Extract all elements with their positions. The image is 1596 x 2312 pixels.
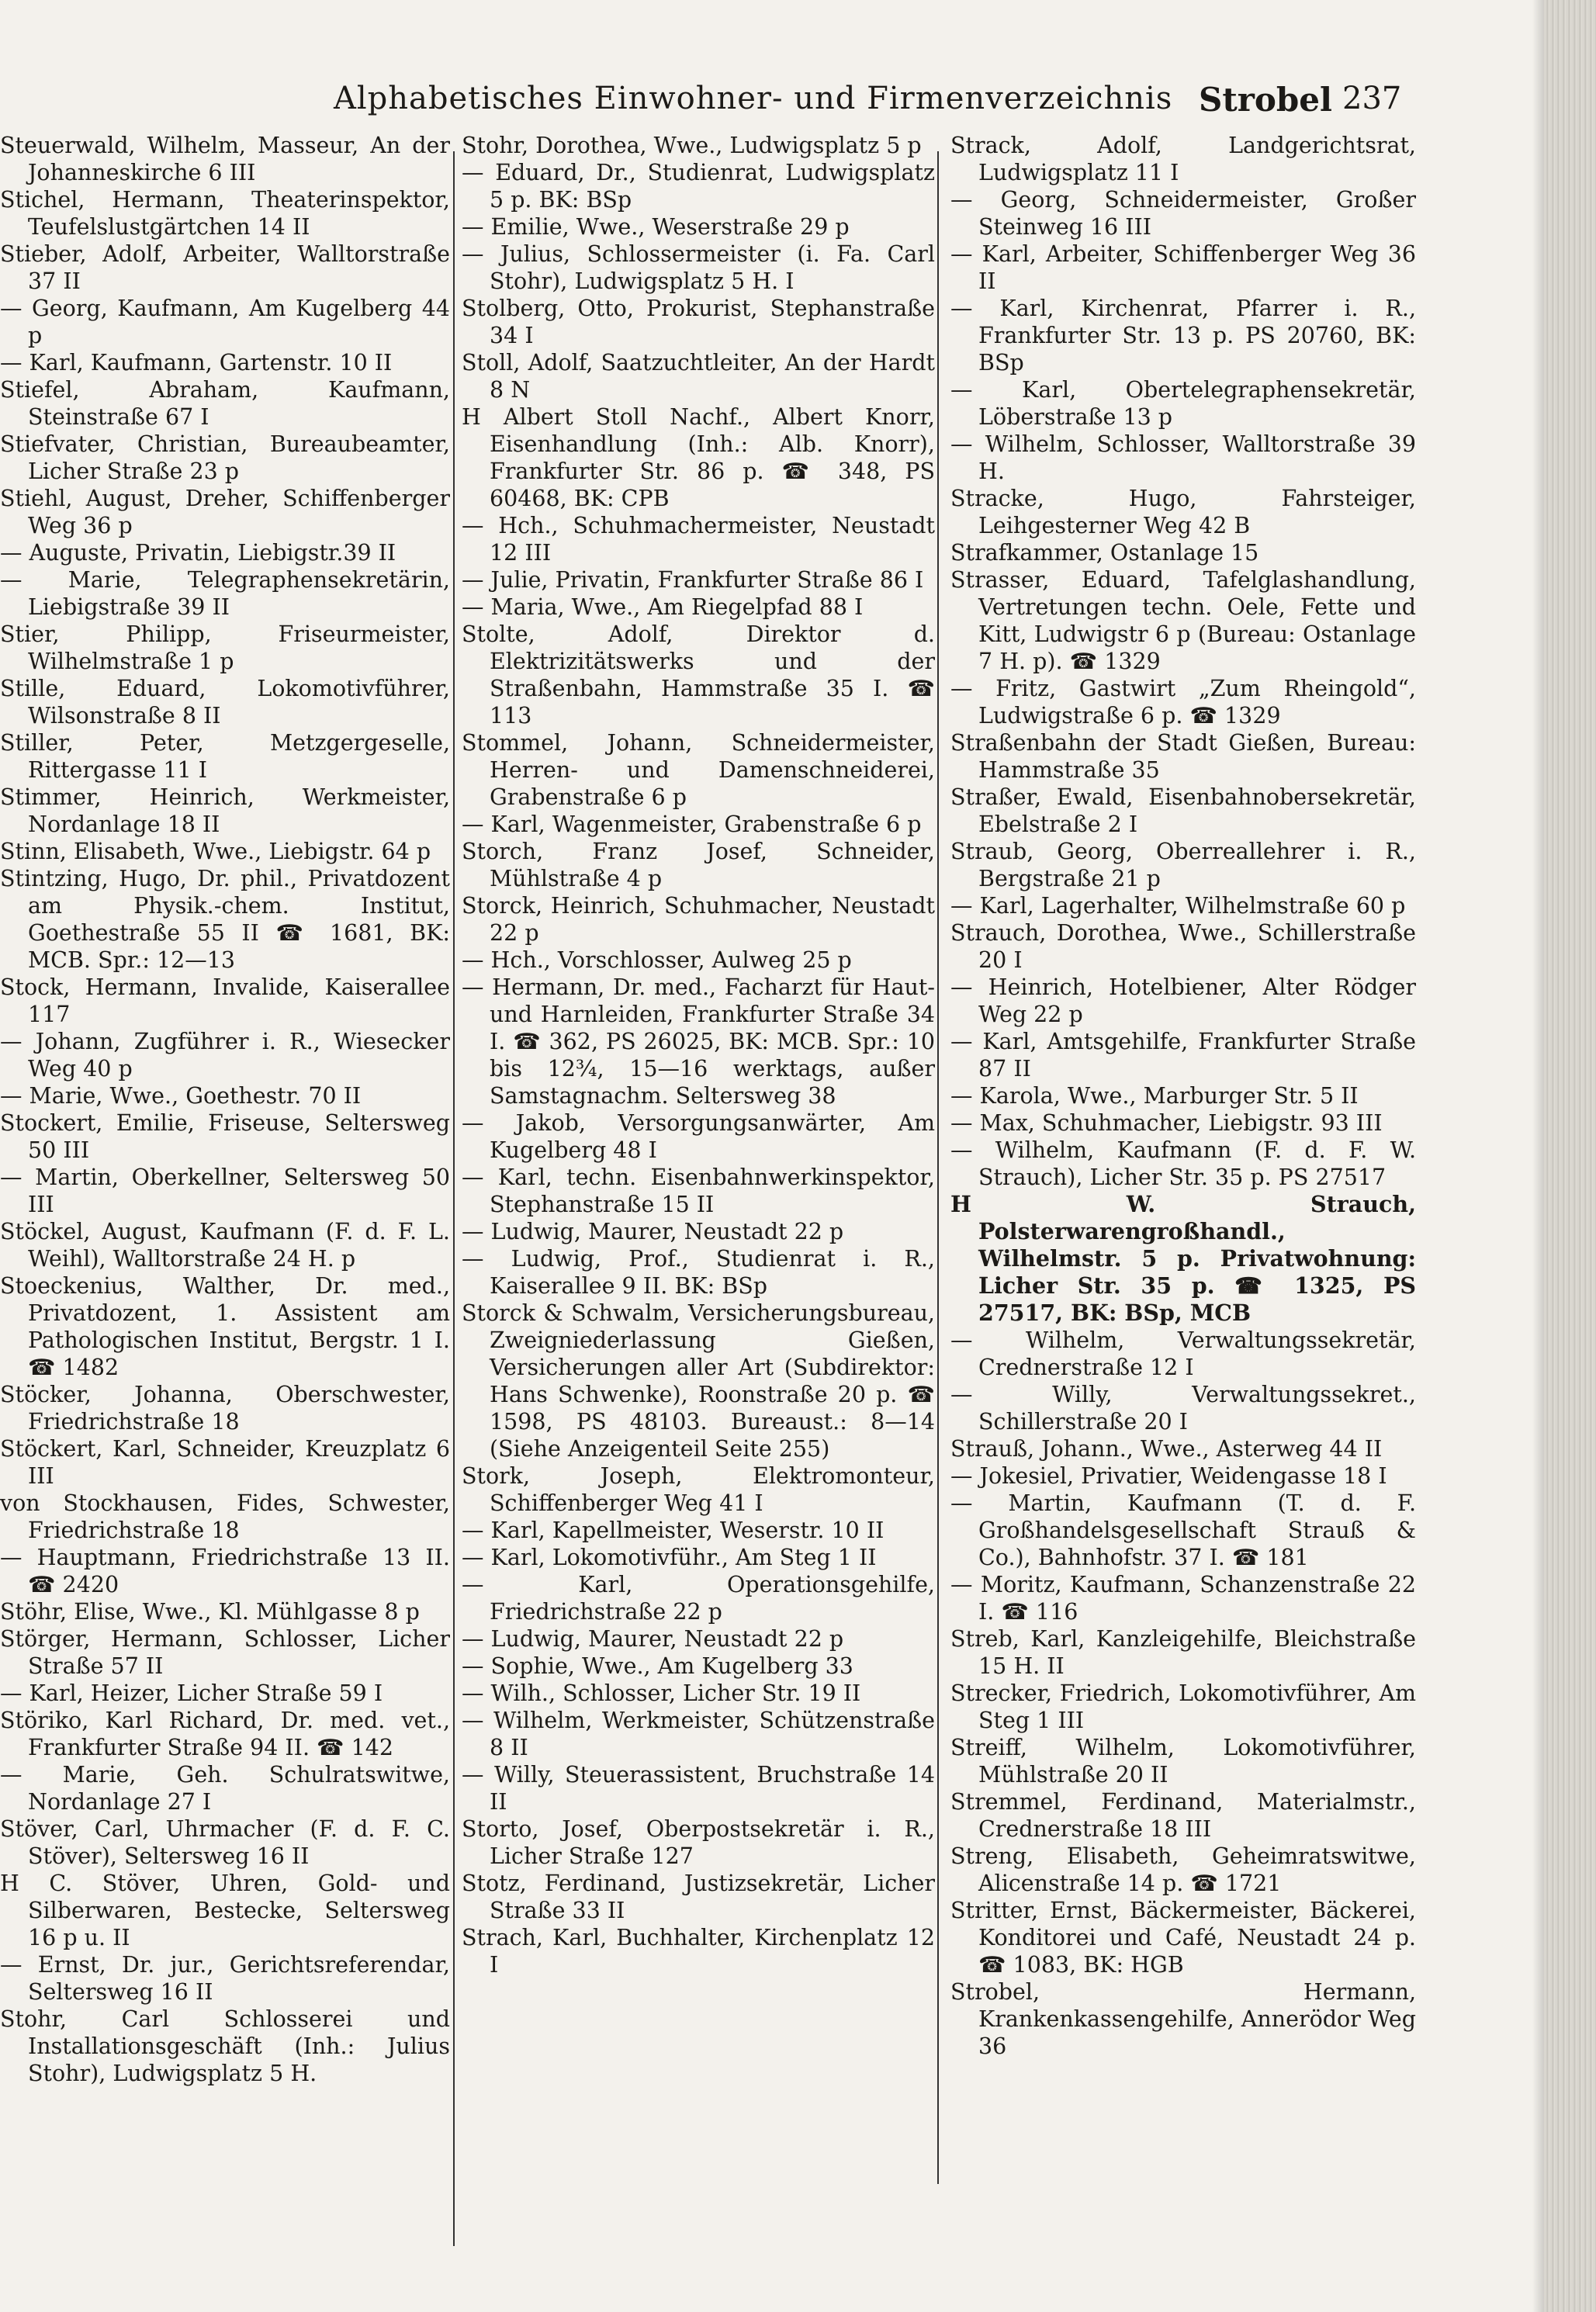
directory-entry: — Marie, Wwe., Goethestr. 70 II (0, 1083, 362, 1109)
directory-entry: — Hermann, Dr. med., Facharzt für Haut- und Harnleiden, Frankfurter Straße 34 I. ☎ 362, PS 26025, BK: MCB. Spr.: 10 bis 12¾, 15—16 werktags, außer Samstagnachm. Seltersweg 38 (462, 974, 935, 1109)
directory-entry: Stohr, Dorothea, Wwe., Ludwigsplatz 5 p (462, 133, 922, 158)
directory-entry: Stiller, Peter, Metzgergeselle, Rittergasse 11 I (0, 730, 450, 783)
directory-entry: — Moritz, Kaufmann, Schanzenstraße 22 I. ☎ 116 (950, 1572, 1416, 1625)
directory-entry: — Georg, Kaufmann, Am Kugelberg 44 p (0, 296, 450, 348)
directory-entry: Stock, Hermann, Invalide, Kaiserallee 117 (0, 974, 450, 1027)
directory-entry: — Jokesiel, Privatier, Weidengasse 18 I (950, 1463, 1387, 1489)
directory-entry: Stoll, Adolf, Saatzuchtleiter, An der Hardt 8 N (462, 350, 935, 403)
directory-entry: Storto, Josef, Oberpostsekretär i. R., Licher Straße 127 (462, 1816, 935, 1869)
running-title: Alphabetisches Einwohner- und Firmenverzeichnis (334, 81, 1173, 116)
directory-entry: — Fritz, Gastwirt „Zum Rheingold“, Ludwigstraße 6 p. ☎ 1329 (950, 676, 1416, 729)
directory-entry: — Jakob, Versorgungsanwärter, Am Kugelberg 48 I (462, 1110, 935, 1163)
directory-entry: Strauß, Johann., Wwe., Asterweg 44 II (950, 1436, 1383, 1462)
directory-entry: — Ludwig, Maurer, Neustadt 22 p (462, 1626, 844, 1652)
page-header (334, 81, 1402, 127)
directory-entry: — Wilhelm, Kaufmann (F. d. F. W. Strauch), Licher Str. 35 p. PS 27517 (950, 1137, 1416, 1190)
directory-entry: — Karl, Wagenmeister, Grabenstraße 6 p (462, 812, 922, 837)
directory-entry: — Karl, Arbeiter, Schiffenberger Weg 36 II (950, 241, 1416, 294)
directory-entry: — Willy, Verwaltungssekret., Schillerstraße 20 I (950, 1382, 1416, 1435)
directory-entry: — Ludwig, Maurer, Neustadt 22 p (462, 1219, 844, 1244)
directory-entry: Strobel, Hermann, Krankenkassengehilfe, Annerödor Weg 36 (950, 1979, 1416, 2059)
directory-entry: Streng, Elisabeth, Geheimratswitwe, Alicenstraße 14 p. ☎ 1721 (950, 1843, 1416, 1896)
directory-entry: Strecker, Friedrich, Lokomotivführer, Am Steg 1 III (950, 1680, 1416, 1733)
directory-entry: Stimmer, Heinrich, Werkmeister, Nordanlage 18 II (0, 784, 450, 837)
directory-entry: Streiff, Wilhelm, Lokomotivführer, Mühlstraße 20 II (950, 1735, 1416, 1788)
directory-entry: — Karl, Obertelegraphensekretär, Löberstraße 13 p (950, 377, 1416, 430)
page-edge (1544, 0, 1596, 2312)
directory-entry: Stiehl, August, Dreher, Schiffenberger Weg 36 p (0, 486, 450, 538)
directory-entry: Stiefvater, Christian, Bureaubeamter, Licher Straße 23 p (0, 431, 450, 484)
directory-entry: — Karl, Kapellmeister, Weserstr. 10 II (462, 1518, 885, 1543)
directory-entry: — Karl, Heizer, Licher Straße 59 I (0, 1680, 383, 1706)
directory-entry: — Karl, Kaufmann, Gartenstr. 10 II (0, 350, 393, 376)
directory-entry: — Karl, Amtsgehilfe, Frankfurter Straße 87 II (950, 1029, 1416, 1082)
directory-entry: — Karl, Lokomotivführ., Am Steg 1 II (462, 1545, 877, 1570)
directory-entry: — Johann, Zugführer i. R., Wiesecker Weg 40 p (0, 1029, 450, 1082)
directory-column-1 (0, 132, 450, 2289)
directory-entry: Stieber, Adolf, Arbeiter, Walltorstraße 37 II (0, 241, 450, 294)
directory-entry: — Karl, techn. Eisenbahnwerkinspektor, Stephanstraße 15 II (462, 1165, 935, 1217)
directory-entry: Stöhr, Elise, Wwe., Kl. Mühlgasse 8 p (0, 1599, 420, 1625)
directory-entry: Strauch, Dorothea, Wwe., Schillerstraße 20 I (950, 920, 1416, 973)
directory-entry: Stille, Eduard, Lokomotivführer, Wilsonstraße 8 II (0, 676, 450, 729)
directory-entry: Storch, Franz Josef, Schneider, Mühlstraße 4 p (462, 839, 935, 891)
directory-entry: Stöckel, August, Kaufmann (F. d. F. L. Weihl), Walltorstraße 24 H. p (0, 1219, 450, 1272)
directory-entry: Strafkammer, Ostanlage 15 (950, 540, 1259, 566)
page-number: 237 (1342, 81, 1402, 116)
directory-column-3 (950, 132, 1416, 2289)
directory-entry: Strach, Karl, Buchhalter, Kirchenplatz 12 I (462, 1925, 935, 1978)
directory-entry: Stracke, Hugo, Fahrsteiger, Leihgesterner Weg 42 B (950, 486, 1416, 538)
directory-entry: H C. Stöver, Uhren, Gold- und Silberwaren, Bestecke, Seltersweg 16 p u. II (0, 1871, 450, 1950)
directory-entry: Störiko, Karl Richard, Dr. med. vet., Frankfurter Straße 94 II. ☎ 142 (0, 1708, 450, 1760)
directory-entry: — Ernst, Dr. jur., Gerichtsreferendar, Seltersweg 16 II (0, 1952, 450, 2005)
directory-entry: Stohr, Carl Schlosserei und Installationsgeschäft (Inh.: Julius Stohr), Ludwigsplatz 5 H. (0, 2006, 450, 2086)
directory-entry: Storck & Schwalm, Versicherungsbureau, Zweigniederlassung Gießen, Versicherungen aller Art (Subdirektor: Hans Schwenke), Roonstraße 20 p. ☎ 1598, PS 48103. Bureaust.: 8—14 (Siehe Anzeigenteil Seite 255) (462, 1300, 935, 1462)
directory-entry: Strasser, Eduard, Tafelglashandlung, Vertretungen techn. Oele, Fette und Kitt, Ludwigstr 6 p (Bureau: Ostanlage 7 H. p). ☎ 1329 (950, 567, 1416, 674)
directory-entry: Straub, Georg, Oberreallehrer i. R., Bergstraße 21 p (950, 839, 1416, 891)
directory-entry: Stolberg, Otto, Prokurist, Stephanstraße 34 I (462, 296, 935, 348)
directory-entry: Streb, Karl, Kanzleigehilfe, Bleichstraße 15 H. II (950, 1626, 1416, 1679)
directory-entry: von Stockhausen, Fides, Schwester, Friedrichstraße 18 (0, 1490, 450, 1543)
directory-entry: Stritter, Ernst, Bäckermeister, Bäckerei, Konditorei und Café, Neustadt 24 p. ☎ 1083, BK: HGB (950, 1898, 1416, 1978)
column-divider (937, 151, 939, 2184)
directory-entry: Störger, Hermann, Schlosser, Licher Straße 57 II (0, 1626, 450, 1679)
directory-entry: — Wilhelm, Verwaltungssekretär, Crednerstraße 12 I (950, 1327, 1416, 1380)
directory-entry: — Hch., Schuhmachermeister, Neustadt 12 III (462, 513, 935, 566)
directory-entry: — Heinrich, Hotelbiener, Alter Rödger Weg 22 p (950, 974, 1416, 1027)
directory-entry: — Max, Schuhmacher, Liebigstr. 93 III (950, 1110, 1383, 1136)
directory-entry: — Emilie, Wwe., Weserstraße 29 p (462, 214, 850, 240)
directory-entry: Stolte, Adolf, Direktor d. Elektrizitätswerks und der Straßenbahn, Hammstraße 35 I. ☎ 113 (462, 621, 935, 729)
directory-entry: — Karl, Operationsgehilfe, Friedrichstraße 22 p (462, 1572, 935, 1625)
directory-entry: — Hauptmann, Friedrichstraße 13 II. ☎ 2420 (0, 1545, 450, 1597)
catchword: Strobel (1199, 81, 1332, 119)
directory-entry: Stier, Philipp, Friseurmeister, Wilhelmstraße 1 p (0, 621, 450, 674)
directory-entry: — Hch., Vorschlosser, Aulweg 25 p (462, 947, 852, 973)
directory-entry: Stöcker, Johanna, Oberschwester, Friedrichstraße 18 (0, 1382, 450, 1435)
directory-entry: — Martin, Oberkellner, Seltersweg 50 III (0, 1165, 450, 1217)
directory-entry: — Karola, Wwe., Marburger Str. 5 II (950, 1083, 1359, 1109)
directory-entry: Stöckert, Karl, Schneider, Kreuzplatz 6 III (0, 1436, 450, 1489)
directory-entry: Storck, Heinrich, Schuhmacher, Neustadt 22 p (462, 893, 935, 946)
directory-entry: Stintzing, Hugo, Dr. phil., Privatdozent am Physik.-chem. Institut, Goethestraße 55 II ☎ 1681, BK: MCB. Spr.: 12—13 (0, 866, 450, 973)
directory-entry: Stoeckenius, Walther, Dr. med., Privatdozent, 1. Assistent am Pathologischen Institut, Bergstr. 1 I. ☎ 1482 (0, 1273, 450, 1380)
directory-entry: H W. Strauch, Polsterwarengroßhandl., Wilhelmstr. 5 p. Privatwohnung: Licher Str. 35 p. ☎ 1325, PS 27517, BK: BSp, MCB (950, 1191, 1416, 1326)
directory-entry: — Wilhelm, Schlosser, Walltorstraße 39 H. (950, 431, 1416, 484)
directory-entry: Straßenbahn der Stadt Gießen, Bureau: Hammstraße 35 (950, 730, 1416, 783)
directory-entry: Stiefel, Abraham, Kaufmann, Steinstraße 67 I (0, 377, 450, 430)
directory-entry: — Wilh., Schlosser, Licher Str. 19 II (462, 1680, 861, 1706)
directory-entry: Stremmel, Ferdinand, Materialmstr., Crednerstraße 18 III (950, 1789, 1416, 1842)
directory-entry: — Willy, Steuerassistent, Bruchstraße 14 II (462, 1762, 935, 1815)
directory-entry: — Georg, Schneidermeister, Großer Steinweg 16 III (950, 187, 1416, 240)
directory-entry: — Karl, Kirchenrat, Pfarrer i. R., Frankfurter Str. 13 p. PS 20760, BK: BSp (950, 296, 1416, 376)
directory-entry: Steuerwald, Wilhelm, Masseur, An der Johanneskirche 6 III (0, 133, 450, 185)
directory-entry: — Sophie, Wwe., Am Kugelberg 33 (462, 1653, 853, 1679)
directory-entry: — Wilhelm, Werkmeister, Schützenstraße 8 II (462, 1708, 935, 1760)
directory-entry: — Marie, Telegraphensekretärin, Liebigstraße 39 II (0, 567, 450, 620)
directory-entry: — Martin, Kaufmann (T. d. F. Großhandelsgesellschaft Strauß & Co.), Bahnhofstr. 37 I. ☎ 181 (950, 1490, 1416, 1570)
directory-entry: Straßer, Ewald, Eisenbahnobersekretär, Ebelstraße 2 I (950, 784, 1416, 837)
directory-entry: — Marie, Geh. Schulratswitwe, Nordanlage 27 I (0, 1762, 450, 1815)
directory-entry: — Auguste, Privatin, Liebigstr.39 II (0, 540, 396, 566)
column-divider (453, 151, 455, 2246)
directory-entry: Stichel, Hermann, Theaterinspektor, Teufelslustgärtchen 14 II (0, 187, 450, 240)
directory-entry: Strack, Adolf, Landgerichtsrat, Ludwigsplatz 11 I (950, 133, 1416, 185)
directory-entry: Stotz, Ferdinand, Justizsekretär, Licher Straße 33 II (462, 1871, 935, 1923)
directory-column-2 (462, 132, 935, 2289)
directory-entry: Stommel, Johann, Schneidermeister, Herren- und Damenschneiderei, Grabenstraße 6 p (462, 730, 935, 810)
directory-entry: Stöver, Carl, Uhrmacher (F. d. F. C. Stöver), Seltersweg 16 II (0, 1816, 450, 1869)
directory-entry: — Karl, Lagerhalter, Wilhelmstraße 60 p (950, 893, 1406, 919)
directory-entry: — Maria, Wwe., Am Riegelpfad 88 I (462, 594, 864, 620)
directory-entry: Stork, Joseph, Elektromonteur, Schiffenberger Weg 41 I (462, 1463, 935, 1516)
directory-entry: — Ludwig, Prof., Studienrat i. R., Kaiserallee 9 II. BK: BSp (462, 1246, 935, 1299)
directory-entry: Stinn, Elisabeth, Wwe., Liebigstr. 64 p (0, 839, 431, 864)
directory-entry: Stockert, Emilie, Friseuse, Seltersweg 50 III (0, 1110, 450, 1163)
directory-entry: — Julie, Privatin, Frankfurter Straße 86 I (462, 567, 924, 593)
directory-entry: — Eduard, Dr., Studienrat, Ludwigsplatz 5 p. BK: BSp (462, 160, 935, 213)
directory-entry: — Julius, Schlossermeister (i. Fa. Carl Stohr), Ludwigsplatz 5 H. I (462, 241, 935, 294)
directory-entry: H Albert Stoll Nachf., Albert Knorr, Eisenhandlung (Inh.: Alb. Knorr), Frankfurter Str. 86 p. ☎ 348, PS 60468, BK: CPB (462, 404, 935, 511)
